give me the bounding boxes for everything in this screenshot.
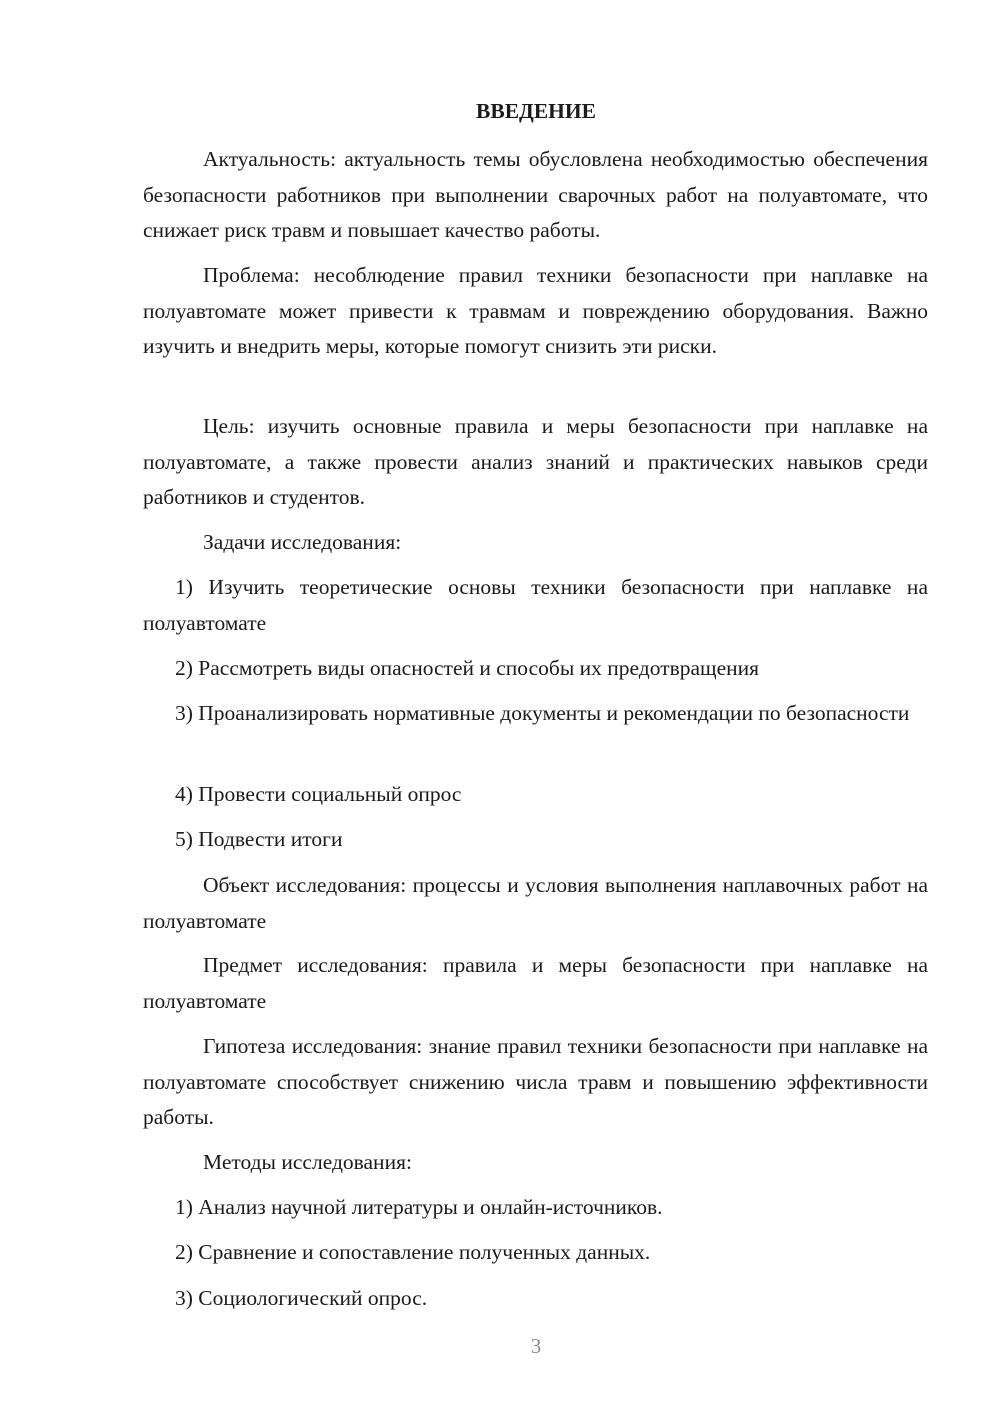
list-item-method-3: 3) Социологический опрос. — [175, 1286, 428, 1310]
list-item-task-4: 4) Провести социальный опрос — [175, 782, 462, 806]
paragraph-relevance: Актуальность: актуальность темы обусловлена необходимостью обеспечения безопасности работников при выполнении сварочных работ на полуавтомате, что снижает риск травм и повышает качество работы. — [143, 147, 928, 242]
list-item-task-3: 3) Проанализировать нормативные документы и рекомендации по безопасности — [175, 701, 910, 725]
page-number: 3 — [530, 1334, 542, 1358]
paragraph-tasks-heading: Задачи исследования: — [203, 530, 402, 554]
paragraph-methods-heading: Методы исследования: — [203, 1150, 412, 1174]
paragraph-goal: Цель: изучить основные правила и меры безопасности при наплавке на полуавтомате, а также провести анализ знаний и практических навыков среди работников и студентов. — [143, 414, 928, 509]
paragraph-object: Объект исследования: процессы и условия выполнения наплавочных работ на полуавтомате — [143, 873, 928, 933]
page-title: ВВЕДЕНИЕ — [476, 99, 596, 123]
list-item-task-1: 1) Изучить теоретические основы техники безопасности при наплавке на полуавтомате — [143, 575, 928, 635]
paragraph-subject: Предмет исследования: правила и меры безопасности при наплавке на полуавтомате — [143, 953, 928, 1013]
paragraph-problem: Проблема: несоблюдение правил техники безопасности при наплавке на полуавтомате может привести к травмам и повреждению оборудования. Важно изучить и внедрить меры, которые помогут снизить эти риски. — [143, 263, 928, 358]
list-item-method-2: 2) Сравнение и сопоставление полученных данных. — [175, 1240, 651, 1264]
list-item-task-2: 2) Рассмотреть виды опасностей и способы их предотвращения — [175, 656, 760, 680]
list-item-method-1: 1) Анализ научной литературы и онлайн-источников. — [175, 1195, 663, 1219]
list-item-task-5: 5) Подвести итоги — [175, 827, 343, 851]
paragraph-hypothesis: Гипотеза исследования: знание правил техники безопасности при наплавке на полуавтомате способствует снижению числа травм и повышению эффективности работы. — [143, 1034, 928, 1129]
